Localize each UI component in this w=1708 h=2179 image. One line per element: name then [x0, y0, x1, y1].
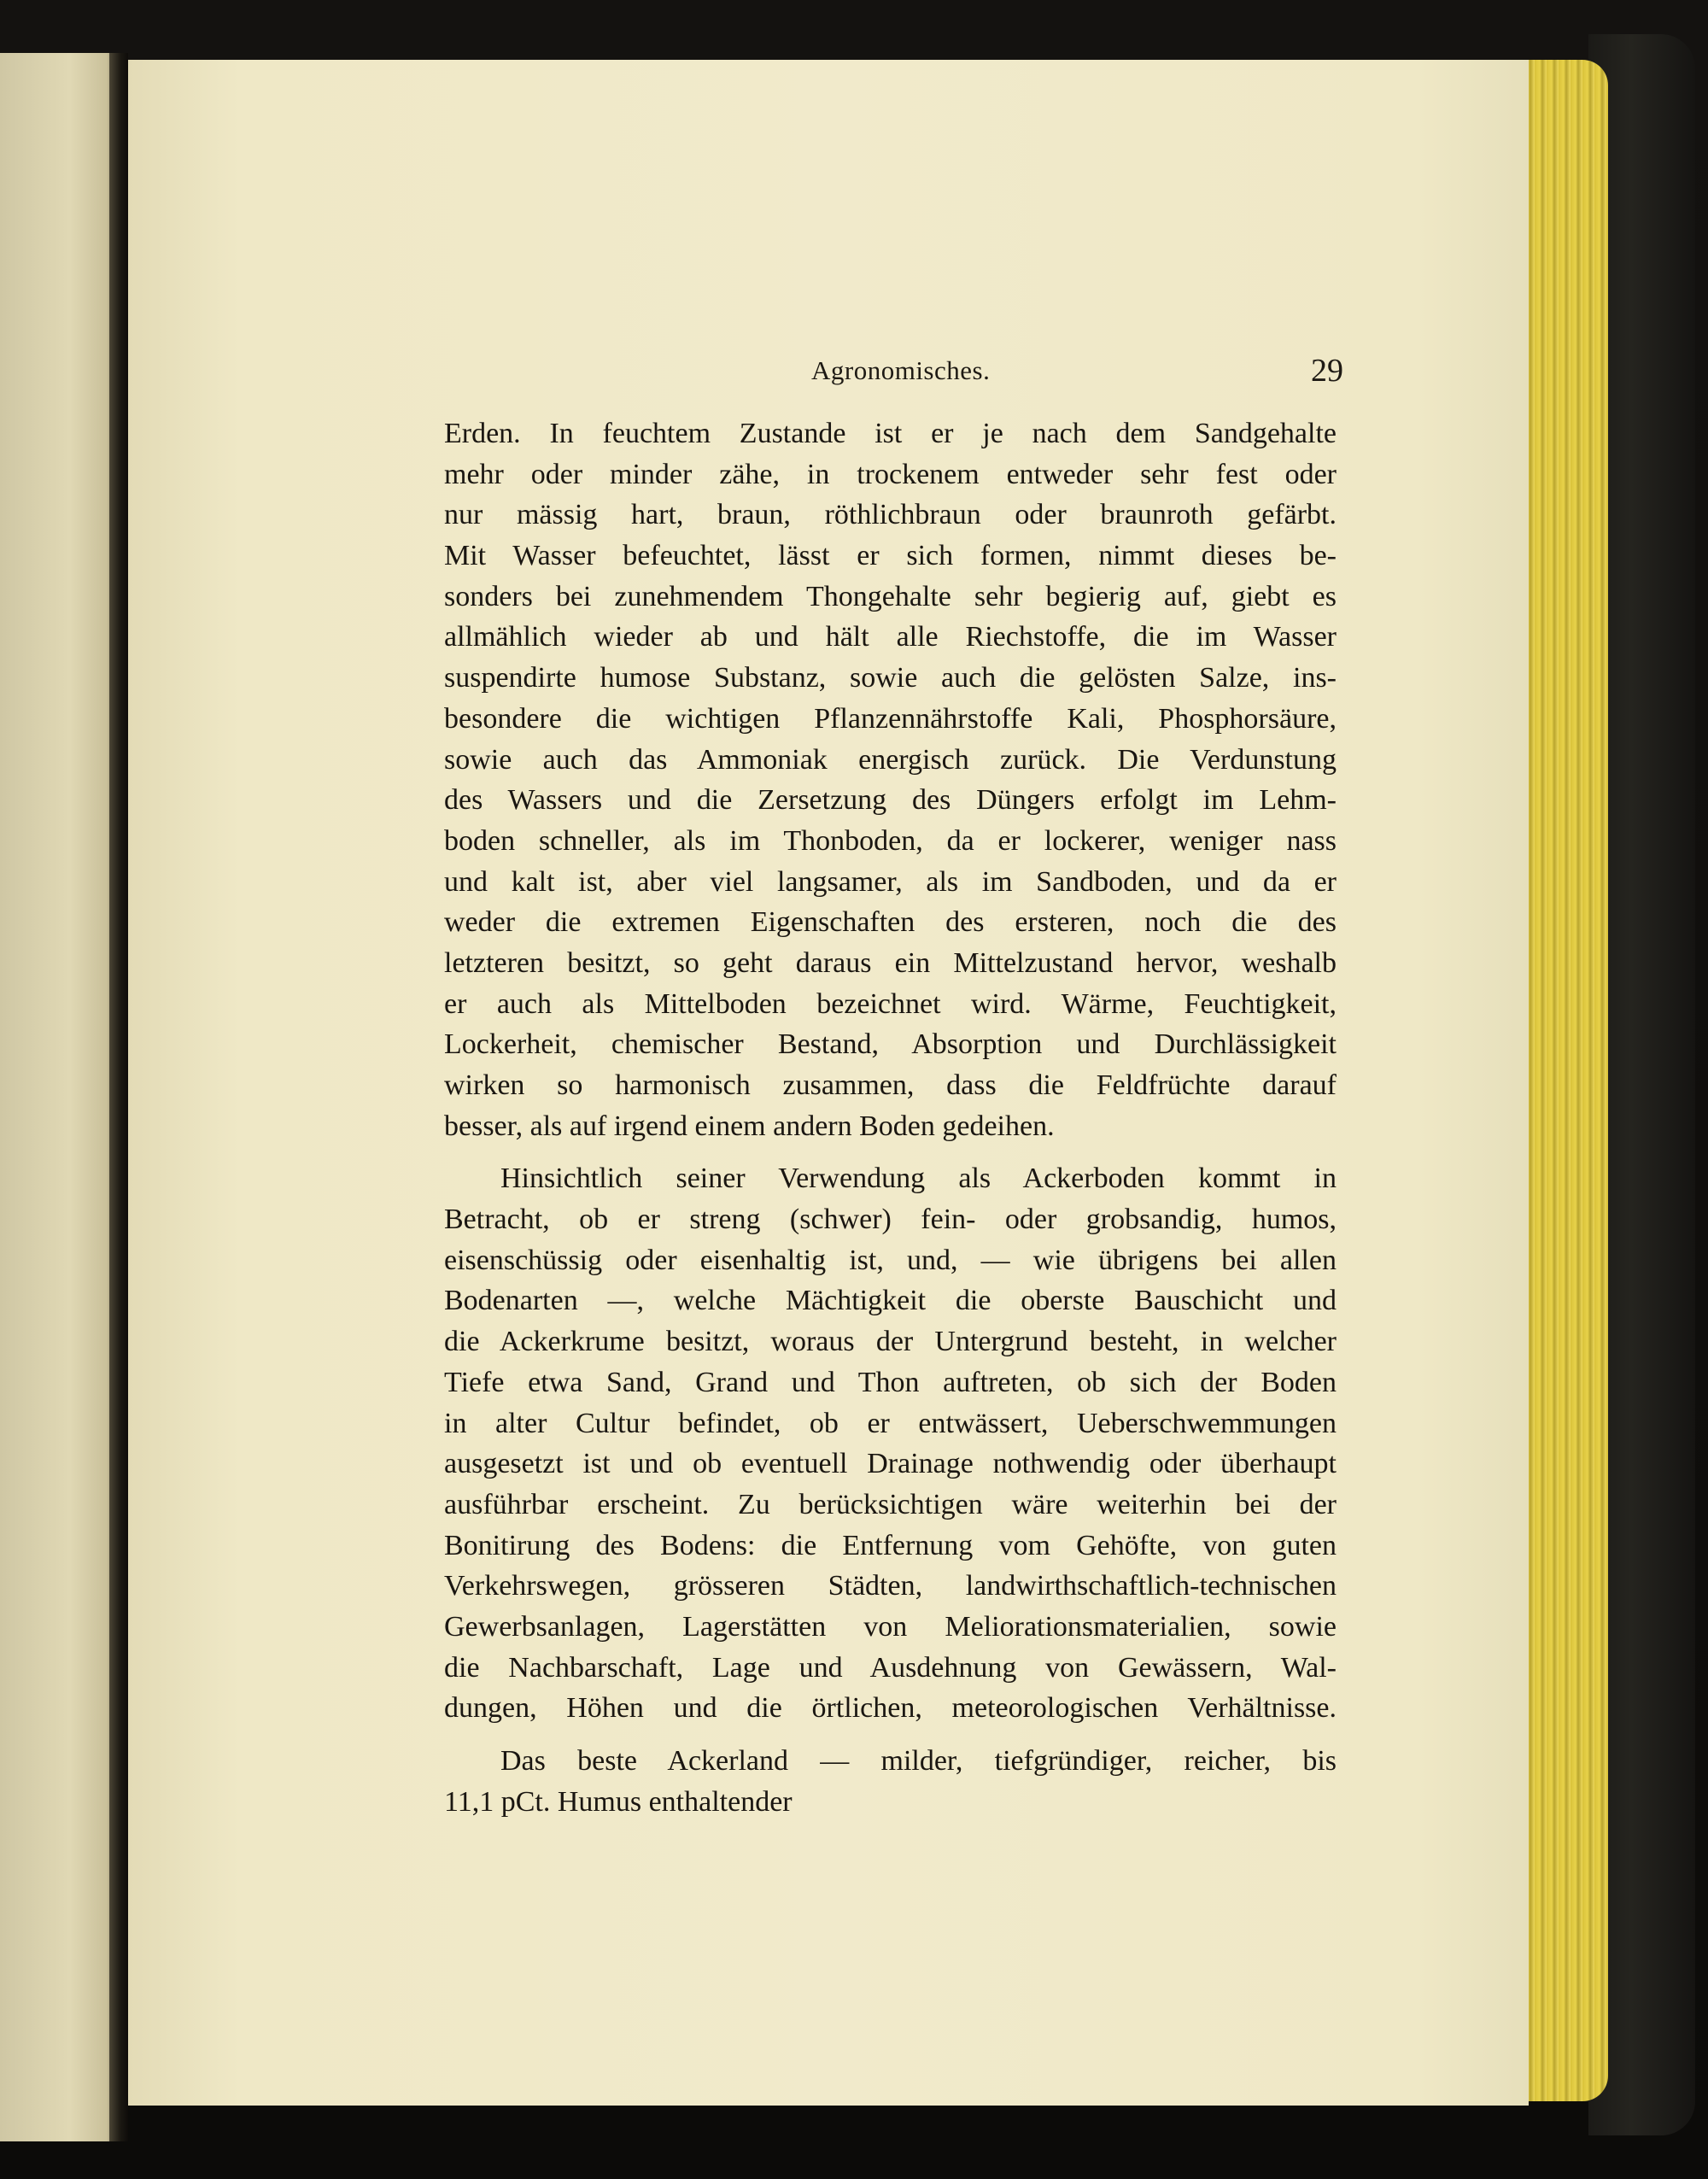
paragraph-1	[444, 413, 1337, 1146]
page-number: 29	[1311, 353, 1343, 389]
text-line: sonders bei zunehmendem Thongehalte sehr begierig auf, giebt es	[444, 580, 1337, 612]
paragraph-3	[444, 1741, 1337, 1822]
text-line: Das beste Ackerland — milder, tiefgründiger, reicher, bis	[500, 1745, 1337, 1777]
body-text	[444, 413, 1337, 1822]
text-line: in alter Cultur befindet, ob er entwässert, Ueberschwemmungen	[444, 1407, 1337, 1439]
paragraph-spacer	[444, 1146, 1337, 1158]
text-line: Lockerheit, chemischer Bestand, Absorption und Durchlässigkeit	[444, 1028, 1337, 1061]
text-line: ausgesetzt ist und ob eventuell Drainage nothwendig oder überhaupt	[444, 1448, 1337, 1480]
book-page	[128, 60, 1529, 2106]
text-line: Betracht, ob er streng (schwer) fein- oder grobsandig, humos,	[444, 1204, 1337, 1236]
text-line: Bonitirung des Bodens: die Entfernung vom Gehöfte, von guten	[444, 1529, 1337, 1561]
paragraph-spacer	[444, 1729, 1337, 1741]
running-head	[128, 355, 1341, 393]
text-line: wirken so harmonisch zusammen, dass die Feldfrüchte darauf	[444, 1069, 1337, 1101]
text-line: boden schneller, als im Thonboden, da er lockerer, weniger nass	[444, 824, 1337, 857]
text-line: mehr oder minder zähe, in trockenem entweder sehr fest oder	[444, 458, 1337, 490]
text-line: Gewerbsanlagen, Lagerstätten von Meliorationsmaterialien, sowie	[444, 1610, 1337, 1643]
text-line: er auch als Mittelboden bezeichnet wird. Wärme, Feuchtigkeit,	[444, 987, 1337, 1020]
text-line: allmählich wieder ab und hält alle Riechstoffe, die im Wasser	[444, 621, 1337, 653]
text-line: weder die extremen Eigenschaften des ersteren, noch die des	[444, 906, 1337, 939]
paragraph-2	[444, 1158, 1337, 1729]
book-gutter	[109, 53, 128, 2141]
text-line: Tiefe etwa Sand, Grand und Thon auftreten, ob sich der Boden	[444, 1366, 1337, 1398]
facing-page-edge	[0, 53, 116, 2141]
text-line: Erden. In feuchtem Zustande ist er je nach dem Sandgehalte	[444, 418, 1337, 449]
text-line: Bodenarten —, welche Mächtigkeit die oberste Bauschicht und	[444, 1285, 1337, 1317]
running-head-title: Agronomisches.	[811, 355, 991, 385]
text-line: dungen, Höhen und die örtlichen, meteorologischen Verhältnisse.	[444, 1692, 1337, 1725]
text-line: ausführbar erscheint. Zu berücksichtigen wäre weiterhin bei der	[444, 1488, 1337, 1520]
text-line: Hinsichtlich seiner Verwendung als Ackerboden kommt in	[500, 1163, 1337, 1195]
text-line: besser, als auf irgend einem andern Boden gedeihen.	[444, 1110, 1055, 1142]
text-line: letzteren besitzt, so geht daraus ein Mittelzustand hervor, weshalb	[444, 946, 1337, 979]
text-line: besondere die wichtigen Pflanzennährstoffe Kali, Phosphorsäure,	[444, 702, 1337, 735]
text-line: die Nachbarschaft, Lage und Ausdehnung von Gewässern, Wal-	[444, 1651, 1337, 1684]
text-line: eisenschüssig oder eisenhaltig ist, und, — wie übrigens bei allen	[444, 1244, 1337, 1276]
text-line: suspendirte humose Substanz, sowie auch die gelösten Salze, ins-	[444, 662, 1337, 694]
text-line: sowie auch das Ammoniak energisch zurück. Die Verdunstung	[444, 743, 1337, 776]
text-line: und kalt ist, aber viel langsamer, als im Sandboden, und da er	[444, 865, 1337, 898]
text-line: des Wassers und die Zersetzung des Düngers erfolgt im Lehm-	[444, 784, 1337, 817]
text-line: die Ackerkrume besitzt, woraus der Untergrund besteht, in welcher	[444, 1326, 1337, 1358]
gilded-page-edges	[1523, 60, 1608, 2101]
text-line: 11,1 pCt. Humus enthaltender	[444, 1785, 793, 1818]
text-line: Verkehrswegen, grösseren Städten, landwirthschaftlich-technischen	[444, 1570, 1337, 1602]
text-line: nur mässig hart, braun, röthlichbraun oder braunroth gefärbt.	[444, 499, 1337, 531]
text-line: Mit Wasser befeuchtet, lässt er sich formen, nimmt dieses be-	[444, 540, 1337, 572]
